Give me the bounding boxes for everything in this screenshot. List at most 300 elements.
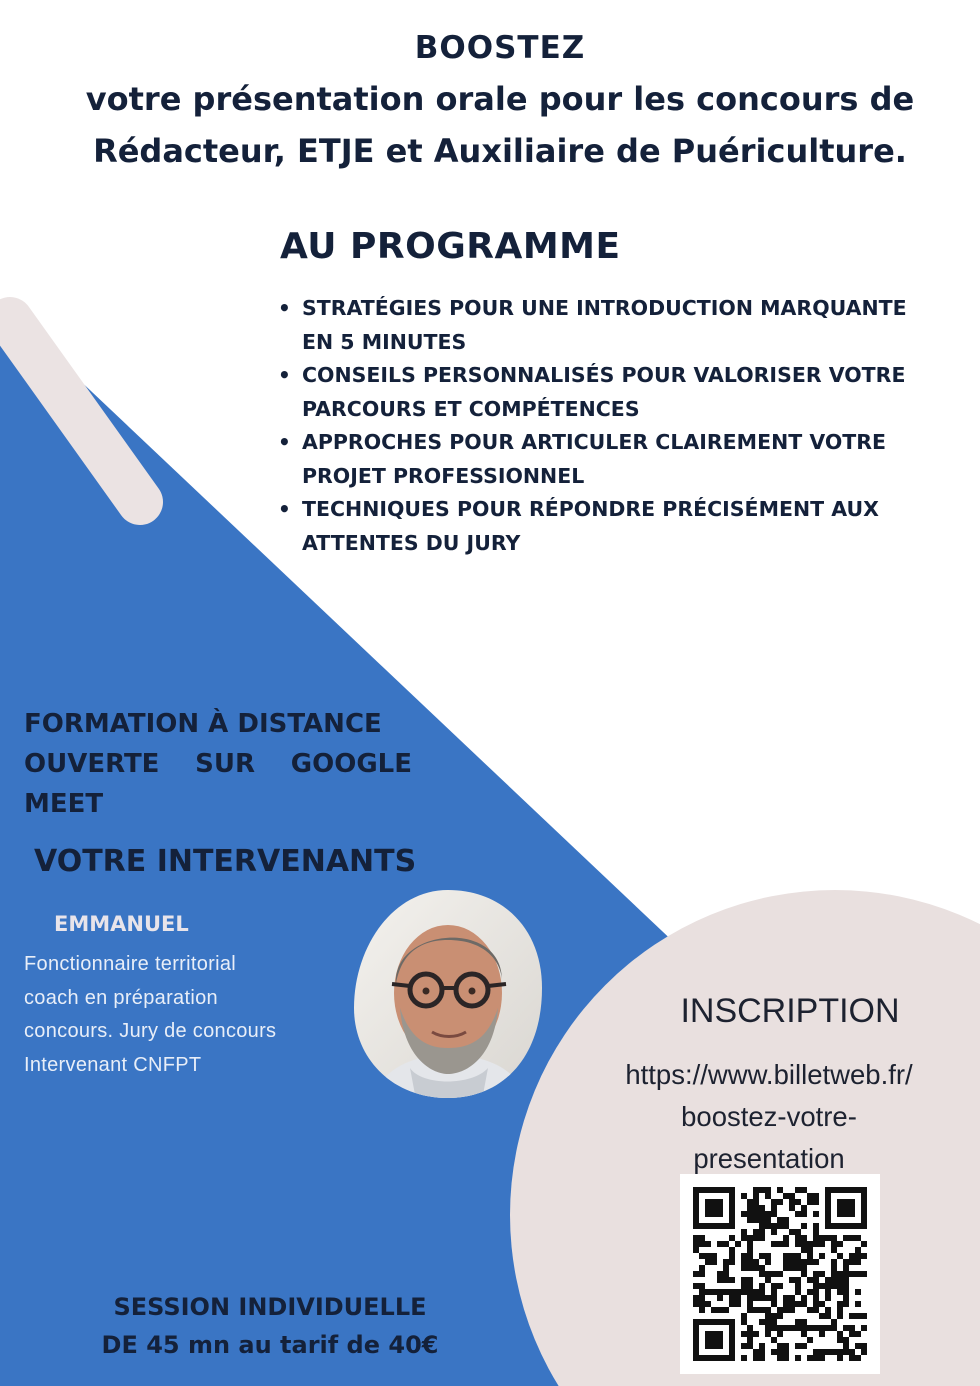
qr-module xyxy=(777,1241,783,1247)
qr-module xyxy=(801,1241,807,1247)
qr-module xyxy=(801,1301,807,1307)
qr-module xyxy=(837,1277,843,1283)
qr-module xyxy=(717,1271,723,1277)
qr-module xyxy=(819,1331,825,1337)
program-item xyxy=(274,292,964,359)
qr-module xyxy=(843,1283,849,1289)
qr-module xyxy=(735,1241,741,1247)
qr-module xyxy=(765,1193,771,1199)
qr-module xyxy=(789,1259,795,1265)
qr-module xyxy=(807,1241,813,1247)
qr-module xyxy=(759,1289,765,1295)
qr-module xyxy=(741,1331,747,1337)
qr-module xyxy=(693,1187,699,1193)
qr-module xyxy=(795,1355,801,1361)
qr-module xyxy=(729,1301,735,1307)
qr-module xyxy=(771,1229,777,1235)
qr-module xyxy=(849,1331,855,1337)
qr-module xyxy=(825,1325,831,1331)
qr-module xyxy=(861,1241,867,1247)
qr-module xyxy=(741,1277,747,1283)
qr-module xyxy=(813,1223,819,1229)
qr-module xyxy=(831,1259,837,1265)
speaker-bio-line: concours. Jury de concours xyxy=(24,1020,277,1042)
qr-module xyxy=(699,1265,705,1271)
qr-module xyxy=(849,1223,855,1229)
qr-module xyxy=(729,1319,735,1325)
qr-module xyxy=(831,1271,837,1277)
qr-module xyxy=(741,1193,747,1199)
qr-module xyxy=(699,1241,705,1247)
qr-module xyxy=(813,1283,819,1289)
program-title: AU PROGRAMME xyxy=(280,226,621,267)
qr-module xyxy=(759,1343,765,1349)
qr-module xyxy=(831,1277,837,1283)
qr-module xyxy=(813,1241,819,1247)
qr-module xyxy=(765,1325,771,1331)
qr-module xyxy=(801,1265,807,1271)
qr-module xyxy=(819,1241,825,1247)
qr-module xyxy=(789,1325,795,1331)
qr-module xyxy=(705,1205,711,1211)
qr-module xyxy=(837,1241,843,1247)
qr-module xyxy=(795,1199,801,1205)
qr-module xyxy=(759,1223,765,1229)
qr-module xyxy=(735,1301,741,1307)
qr-module xyxy=(747,1241,753,1247)
qr-module xyxy=(723,1223,729,1229)
qr-module xyxy=(717,1295,723,1301)
qr-module xyxy=(717,1307,723,1313)
qr-module xyxy=(771,1271,777,1277)
qr-module xyxy=(789,1295,795,1301)
qr-module xyxy=(747,1343,753,1349)
qr-module xyxy=(753,1349,759,1355)
qr-module xyxy=(771,1319,777,1325)
qr-module xyxy=(801,1319,807,1325)
speaker-name: EMMANUEL xyxy=(54,912,189,936)
qr-module xyxy=(699,1271,705,1277)
qr-module xyxy=(747,1283,753,1289)
qr-module xyxy=(855,1331,861,1337)
qr-module xyxy=(759,1211,765,1217)
qr-module xyxy=(723,1277,729,1283)
speaker-bio-line: Fonctionnaire territorial xyxy=(24,953,237,975)
speaker-bio-line: coach en préparation xyxy=(24,986,218,1009)
qr-module xyxy=(801,1259,807,1265)
qr-module xyxy=(837,1211,843,1217)
qr-module xyxy=(831,1319,837,1325)
qr-module xyxy=(723,1355,729,1361)
qr-module xyxy=(795,1187,801,1193)
qr-module xyxy=(729,1199,735,1205)
qr-module xyxy=(723,1319,729,1325)
qr-module xyxy=(861,1223,867,1229)
qr-module xyxy=(717,1319,723,1325)
qr-module xyxy=(717,1277,723,1283)
qr-module xyxy=(711,1223,717,1229)
qr-module xyxy=(711,1289,717,1295)
qr-module xyxy=(777,1355,783,1361)
qr-module xyxy=(789,1307,795,1313)
qr-module xyxy=(711,1319,717,1325)
qr-module xyxy=(753,1229,759,1235)
qr-module xyxy=(699,1253,705,1259)
qr-module xyxy=(843,1289,849,1295)
qr-module xyxy=(789,1301,795,1307)
qr-module xyxy=(783,1343,789,1349)
qr-module xyxy=(837,1355,843,1361)
qr-module xyxy=(849,1211,855,1217)
qr-module xyxy=(765,1271,771,1277)
qr-module xyxy=(831,1283,837,1289)
inscription-link[interactable] xyxy=(584,1054,954,1180)
qr-module xyxy=(801,1247,807,1253)
qr-module xyxy=(771,1283,777,1289)
qr-module xyxy=(753,1289,759,1295)
qr-module xyxy=(771,1295,777,1301)
qr-module xyxy=(861,1253,867,1259)
bullet-icon: • xyxy=(278,296,291,320)
qr-module xyxy=(831,1187,837,1193)
qr-module xyxy=(711,1187,717,1193)
program-item xyxy=(274,426,964,493)
qr-module xyxy=(729,1325,735,1331)
qr-module xyxy=(783,1325,789,1331)
qr-module xyxy=(753,1217,759,1223)
qr-module xyxy=(747,1289,753,1295)
session-line: SESSION INDIVIDUELLE xyxy=(113,1293,427,1321)
qr-module xyxy=(771,1199,777,1205)
speakers-title: VOTRE INTERVENANTS xyxy=(34,844,417,879)
qr-module xyxy=(783,1235,789,1241)
qr-module xyxy=(807,1355,813,1361)
qr-module xyxy=(741,1319,747,1325)
qr-module xyxy=(723,1265,729,1271)
qr-module xyxy=(729,1235,735,1241)
qr-module xyxy=(705,1355,711,1361)
qr-module xyxy=(843,1205,849,1211)
qr-module xyxy=(855,1187,861,1193)
program-item-line: EN 5 MINUTES xyxy=(302,329,467,354)
qr-module xyxy=(831,1235,837,1241)
qr-module xyxy=(705,1331,711,1337)
qr-module xyxy=(813,1193,819,1199)
qr-module xyxy=(843,1211,849,1217)
qr-module xyxy=(831,1223,837,1229)
program-item-line: CONSEILS PERSONNALISÉS POUR VALORISER VOTRE xyxy=(302,363,906,387)
qr-module xyxy=(843,1223,849,1229)
qr-module xyxy=(759,1217,765,1223)
bullet-icon: • xyxy=(278,430,291,454)
qr-module xyxy=(705,1343,711,1349)
program-item xyxy=(274,493,964,560)
qr-module xyxy=(849,1187,855,1193)
program-item xyxy=(274,359,964,426)
qr-module xyxy=(795,1343,801,1349)
qr-module xyxy=(801,1223,807,1229)
headline-line-1: votre présentation orale pour les concours de xyxy=(85,80,915,118)
qr-module xyxy=(729,1277,735,1283)
qr-module xyxy=(771,1223,777,1229)
qr-module xyxy=(801,1295,807,1301)
qr-module xyxy=(747,1331,753,1337)
qr-module xyxy=(855,1271,861,1277)
qr-module xyxy=(813,1355,819,1361)
qr-module xyxy=(861,1343,867,1349)
qr-module xyxy=(783,1349,789,1355)
qr-module xyxy=(807,1193,813,1199)
qr-module xyxy=(711,1253,717,1259)
qr-module xyxy=(819,1355,825,1361)
qr-module xyxy=(717,1355,723,1361)
qr-module xyxy=(861,1313,867,1319)
qr-module xyxy=(795,1301,801,1307)
qr-module xyxy=(765,1187,771,1193)
qr-module xyxy=(723,1307,729,1313)
qr-module xyxy=(855,1289,861,1295)
qr-module xyxy=(699,1295,705,1301)
speaker-photo xyxy=(352,888,544,1100)
qr-module xyxy=(771,1313,777,1319)
qr-module xyxy=(819,1325,825,1331)
qr-module xyxy=(855,1247,861,1253)
qr-module xyxy=(747,1247,753,1253)
qr-module xyxy=(837,1253,843,1259)
qr-module xyxy=(813,1229,819,1235)
bullet-icon: • xyxy=(278,497,291,521)
qr-module xyxy=(777,1217,783,1223)
qr-module xyxy=(729,1295,735,1301)
qr-module xyxy=(705,1223,711,1229)
qr-module xyxy=(753,1199,759,1205)
qr-module xyxy=(711,1211,717,1217)
speaker-bio xyxy=(24,948,354,1082)
qr-module xyxy=(741,1211,747,1217)
qr-module xyxy=(693,1193,699,1199)
qr-module xyxy=(693,1283,699,1289)
qr-module xyxy=(789,1265,795,1271)
qr-module xyxy=(801,1271,807,1277)
qr-module xyxy=(783,1253,789,1259)
qr-module xyxy=(783,1301,789,1307)
qr-module xyxy=(729,1259,735,1265)
qr-module xyxy=(837,1313,843,1319)
qr-module xyxy=(843,1337,849,1343)
qr-module xyxy=(855,1223,861,1229)
session-line: DE 45 mn au tarif de 40€ xyxy=(101,1331,439,1359)
qr-module xyxy=(699,1319,705,1325)
qr-module xyxy=(717,1211,723,1217)
qr-module xyxy=(843,1349,849,1355)
qr-module xyxy=(705,1289,711,1295)
qr-module xyxy=(741,1265,747,1271)
qr-module xyxy=(723,1271,729,1277)
qr-module xyxy=(855,1235,861,1241)
qr-module xyxy=(771,1205,777,1211)
qr-module xyxy=(747,1307,753,1313)
qr-module xyxy=(861,1211,867,1217)
qr-module xyxy=(783,1355,789,1361)
qr-module xyxy=(753,1355,759,1361)
qr-module xyxy=(807,1277,813,1283)
qr-module xyxy=(777,1283,783,1289)
program-item-line: PROJET PROFESSIONNEL xyxy=(302,463,585,488)
qr-module xyxy=(735,1295,741,1301)
qr-module xyxy=(819,1235,825,1241)
qr-module xyxy=(753,1331,759,1337)
qr-module xyxy=(741,1253,747,1259)
qr-module xyxy=(735,1289,741,1295)
qr-module xyxy=(849,1355,855,1361)
qr-module xyxy=(825,1235,831,1241)
qr-module xyxy=(747,1199,753,1205)
qr-module xyxy=(729,1343,735,1349)
qr-module xyxy=(831,1241,837,1247)
qr-module xyxy=(693,1199,699,1205)
headline-line-2: Rédacteur, ETJE et Auxiliaire de Puériculture. xyxy=(93,132,907,170)
qr-module xyxy=(765,1307,771,1313)
qr-module xyxy=(861,1217,867,1223)
qr-module xyxy=(843,1271,849,1277)
qr-module xyxy=(777,1187,783,1193)
qr-module xyxy=(795,1211,801,1217)
qr-module xyxy=(705,1199,711,1205)
qr-module xyxy=(825,1277,831,1283)
qr-module xyxy=(861,1187,867,1193)
qr-module xyxy=(705,1241,711,1247)
qr-module xyxy=(831,1349,837,1355)
qr-module xyxy=(813,1277,819,1283)
qr-module xyxy=(711,1307,717,1313)
qr-module xyxy=(717,1199,723,1205)
qr-module xyxy=(759,1271,765,1277)
qr-module xyxy=(693,1223,699,1229)
qr-module xyxy=(741,1355,747,1361)
qr-module xyxy=(819,1283,825,1289)
qr-module xyxy=(819,1271,825,1277)
inscription-link-line[interactable]: boostez-votre- xyxy=(681,1101,857,1132)
qr-module xyxy=(693,1355,699,1361)
qr-module xyxy=(723,1187,729,1193)
qr-module xyxy=(849,1253,855,1259)
qr-module xyxy=(795,1241,801,1247)
qr-module xyxy=(825,1193,831,1199)
qr-module xyxy=(849,1259,855,1265)
qr-module xyxy=(843,1277,849,1283)
qr-module xyxy=(861,1325,867,1331)
qr-module xyxy=(765,1217,771,1223)
qr-module xyxy=(759,1295,765,1301)
qr-module xyxy=(729,1193,735,1199)
qr-module xyxy=(693,1331,699,1337)
qr-module xyxy=(747,1337,753,1343)
qr-module xyxy=(825,1295,831,1301)
qr-module xyxy=(783,1193,789,1199)
qr-module xyxy=(783,1217,789,1223)
qr-module xyxy=(741,1259,747,1265)
qr-module xyxy=(855,1253,861,1259)
qr-module xyxy=(813,1289,819,1295)
program-item-line: STRATÉGIES POUR UNE INTRODUCTION MARQUANTE xyxy=(302,296,907,320)
inscription-link-line[interactable]: presentation xyxy=(693,1143,845,1174)
qr-module xyxy=(693,1217,699,1223)
qr-module xyxy=(699,1235,705,1241)
qr-module xyxy=(747,1217,753,1223)
qr-module xyxy=(747,1295,753,1301)
qr-module xyxy=(693,1247,699,1253)
qr-module xyxy=(825,1223,831,1229)
qr-code-icon[interactable] xyxy=(680,1174,880,1374)
qr-module xyxy=(801,1235,807,1241)
qr-module xyxy=(717,1337,723,1343)
qr-module xyxy=(741,1343,747,1349)
qr-module xyxy=(699,1283,705,1289)
qr-module xyxy=(711,1205,717,1211)
qr-module xyxy=(765,1295,771,1301)
qr-module xyxy=(765,1331,771,1337)
qr-module xyxy=(771,1349,777,1355)
qr-module xyxy=(837,1301,843,1307)
qr-module xyxy=(807,1289,813,1295)
qr-module xyxy=(759,1253,765,1259)
qr-module xyxy=(729,1349,735,1355)
qr-module xyxy=(795,1253,801,1259)
qr-module xyxy=(693,1349,699,1355)
qr-module xyxy=(813,1235,819,1241)
qr-module xyxy=(759,1349,765,1355)
qr-module xyxy=(777,1199,783,1205)
qr-module xyxy=(795,1277,801,1283)
qr-module xyxy=(771,1301,777,1307)
qr-module xyxy=(693,1343,699,1349)
session-info xyxy=(60,1288,480,1364)
qr-module xyxy=(783,1241,789,1247)
qr-module xyxy=(765,1259,771,1265)
qr-module xyxy=(759,1187,765,1193)
qr-module xyxy=(777,1313,783,1319)
qr-module xyxy=(711,1355,717,1361)
qr-module xyxy=(729,1331,735,1337)
qr-module xyxy=(855,1259,861,1265)
qr-module xyxy=(771,1325,777,1331)
qr-module xyxy=(789,1199,795,1205)
qr-module xyxy=(837,1199,843,1205)
qr-module xyxy=(741,1235,747,1241)
qr-module xyxy=(795,1319,801,1325)
qr-module xyxy=(771,1337,777,1343)
qr-module xyxy=(705,1253,711,1259)
qr-module xyxy=(699,1307,705,1313)
qr-module xyxy=(765,1319,771,1325)
program-item-line: TECHNIQUES POUR RÉPONDRE PRÉCISÉMENT AUX xyxy=(302,497,879,521)
qr-module xyxy=(807,1247,813,1253)
qr-module xyxy=(723,1259,729,1265)
qr-module xyxy=(783,1307,789,1313)
qr-module xyxy=(753,1259,759,1265)
qr-module xyxy=(789,1205,795,1211)
qr-module xyxy=(813,1325,819,1331)
qr-module xyxy=(693,1205,699,1211)
inscription-link-line[interactable]: https://www.billetweb.fr/ xyxy=(625,1059,913,1090)
qr-module xyxy=(729,1211,735,1217)
qr-module xyxy=(693,1235,699,1241)
qr-module xyxy=(837,1283,843,1289)
qr-module xyxy=(843,1199,849,1205)
qr-module xyxy=(711,1343,717,1349)
qr-module xyxy=(741,1313,747,1319)
qr-module xyxy=(705,1337,711,1343)
